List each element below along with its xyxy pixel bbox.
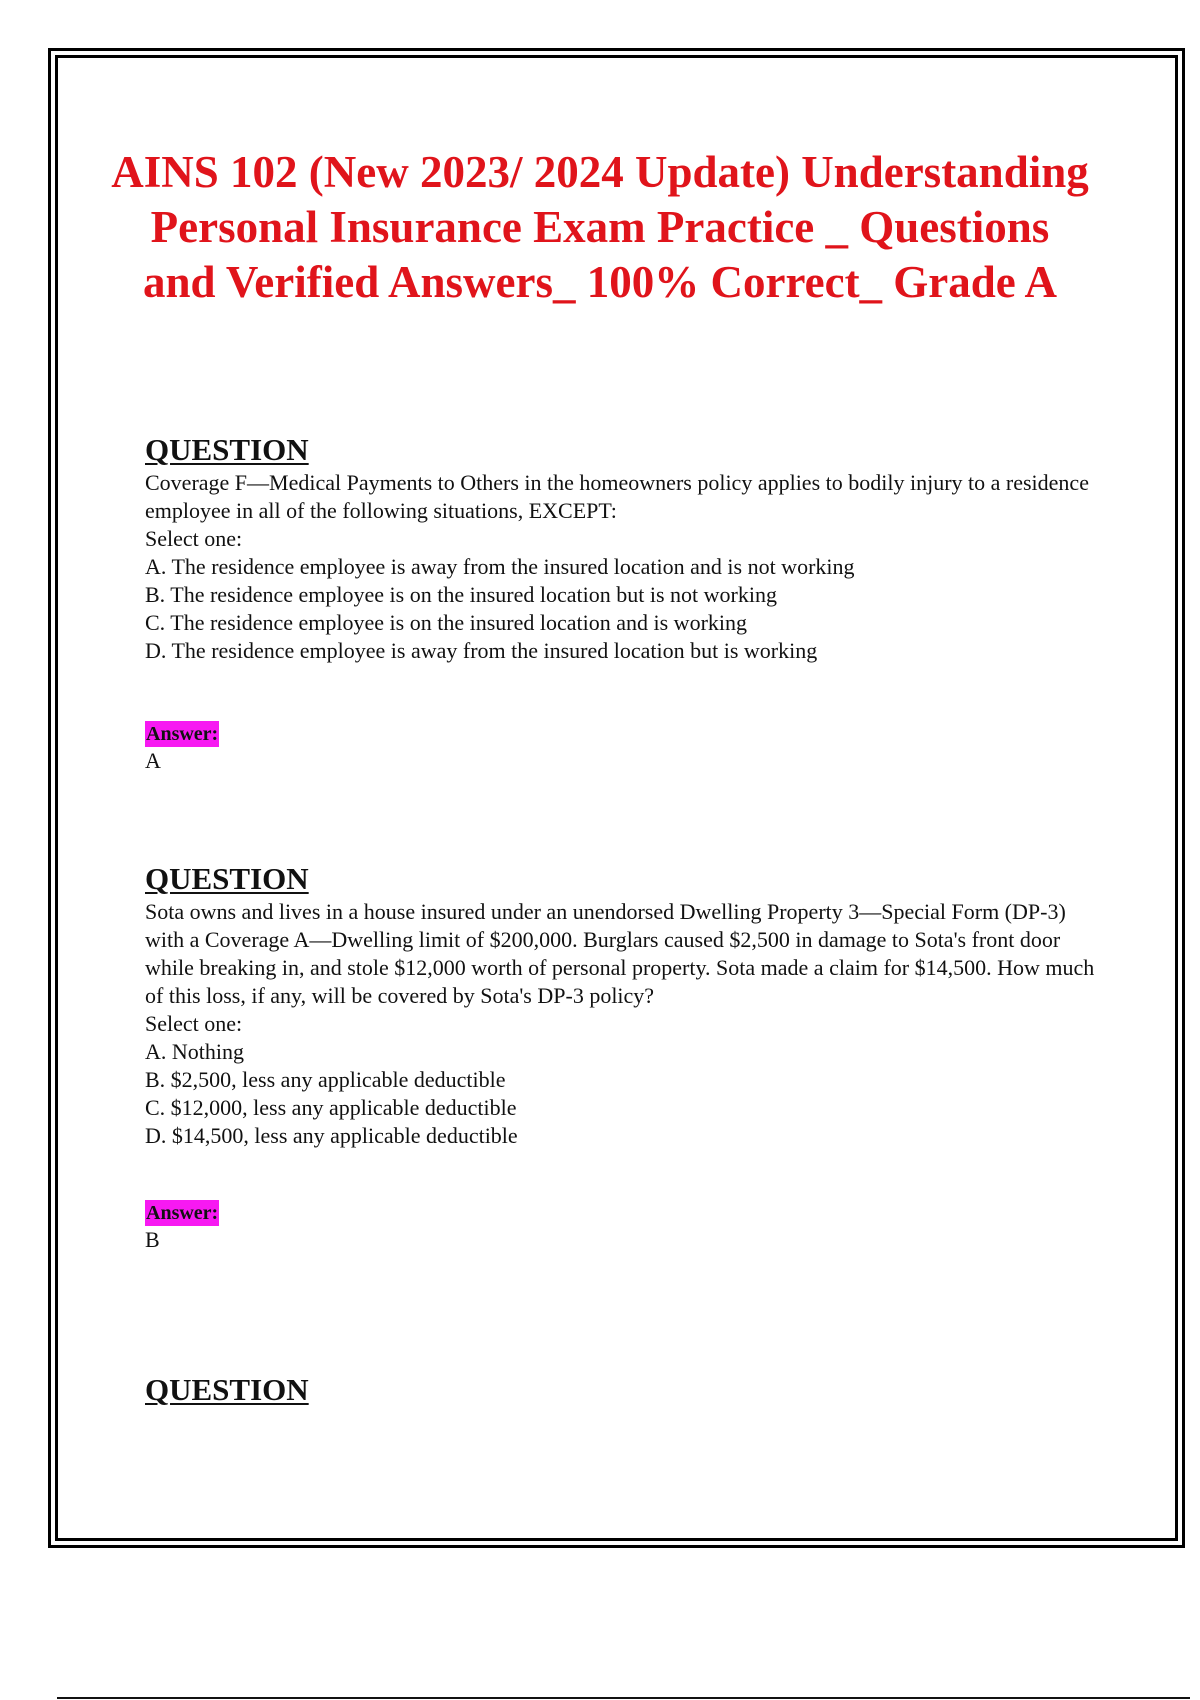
option-b: B. The residence employee is on the insured location but is not working xyxy=(145,582,777,607)
question-heading: QUESTION xyxy=(145,1372,309,1407)
question-block-2 xyxy=(145,862,1095,1254)
answer-value: B xyxy=(145,1227,160,1252)
question-text: Sota owns and lives in a house insured under an unendorsed Dwelling Property 3—Special Form (DP-3) with a Coverage A—Dwelling limit of $200,000. Burglars caused $2,500 in damage to Sota's front door while breaking in, and stole $12,000 worth of personal property. Sota made a claim for $14,500. How much of this loss, if any, will be covered by Sota's DP-3 policy? xyxy=(145,899,1095,1008)
question-block-3 xyxy=(145,1373,1095,1407)
answer-section xyxy=(145,1200,1095,1254)
option-c: C. The residence employee is on the insured location and is working xyxy=(145,610,748,635)
option-d: D. The residence employee is away from the insured location but is working xyxy=(145,638,818,663)
answer-value: A xyxy=(145,748,161,773)
question-heading: QUESTION xyxy=(145,432,309,467)
option-a: A. The residence employee is away from the insured location and is not working xyxy=(145,554,855,579)
question-text: Coverage F—Medical Payments to Others in the homeowners policy applies to bodily injury to a residence employee in all of the following situations, EXCEPT: xyxy=(145,470,1089,523)
question-block-1 xyxy=(145,433,1095,775)
document-title: AINS 102 (New 2023/ 2024 Update) Understanding Personal Insurance Exam Practice _ Questions and Verified Answers_ 100% Correct_ Grade A xyxy=(111,147,1089,307)
option-a: A. Nothing xyxy=(145,1039,244,1064)
select-one-label: Select one: xyxy=(145,526,243,551)
answer-label: Answer: xyxy=(146,723,219,745)
question-heading: QUESTION xyxy=(145,861,309,896)
answer-section xyxy=(145,721,1095,775)
footer-divider xyxy=(57,1697,1190,1699)
answer-label: Answer: xyxy=(146,1202,219,1224)
option-b: B. $2,500, less any applicable deductible xyxy=(145,1067,506,1092)
option-d: D. $14,500, less any applicable deductible xyxy=(145,1123,518,1148)
select-one-label: Select one: xyxy=(145,1011,243,1036)
option-c: C. $12,000, less any applicable deductible xyxy=(145,1095,517,1120)
